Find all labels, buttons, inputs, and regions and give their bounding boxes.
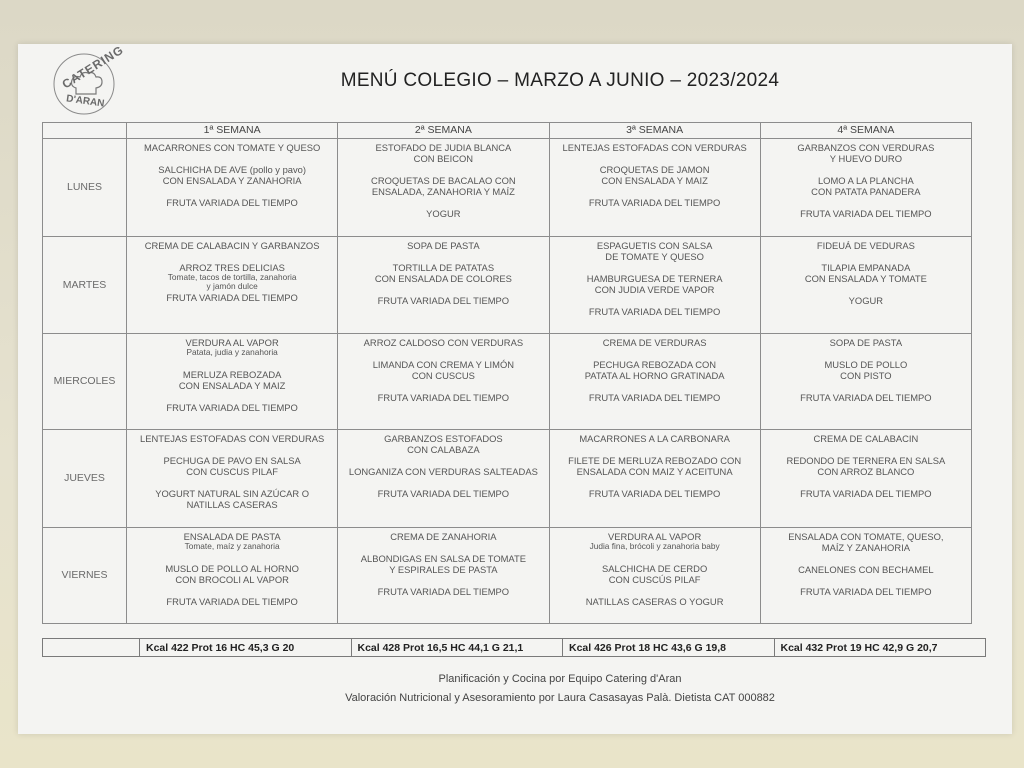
dish-line: FRUTA VARIADA DEL TIEMPO <box>166 197 298 208</box>
menu-cell <box>760 528 971 624</box>
menu-cell <box>338 236 549 334</box>
spacer <box>342 575 544 586</box>
nutrition-cell: Kcal 422 Prot 16 HC 45,3 G 20 <box>140 639 352 657</box>
dish-line: PECHUGA REBOZADA CON <box>593 359 717 371</box>
nutrition-blank-cell <box>43 639 140 657</box>
dish-line: CON ENSALADA Y MAIZ <box>178 379 286 391</box>
week-header-row <box>43 123 972 139</box>
spacer <box>342 348 544 359</box>
menu-cell <box>549 139 760 237</box>
dish-line: CREMA DE CALABACIN Y GARBANZOS <box>144 239 320 251</box>
dish-line: ENSALADA DE PASTA <box>183 531 281 543</box>
day-row <box>43 430 972 528</box>
day-label: JUEVES <box>43 430 127 528</box>
dish-line: CROQUETAS DE JAMON <box>599 164 710 175</box>
logo-line1: CATERING <box>59 42 127 92</box>
day-row <box>43 528 972 624</box>
spacer <box>554 477 756 488</box>
dish-detail: Judia fina, brócoli y zanahoria baby <box>589 541 720 552</box>
spacer <box>342 477 544 488</box>
spacer <box>131 585 333 596</box>
dish-line: FILETE DE MERLUZA REBOZADO CON <box>568 455 742 467</box>
nutrition-row <box>43 639 986 657</box>
spacer <box>554 552 756 563</box>
dish-line: FRUTA VARIADA DEL TIEMPO <box>800 586 932 598</box>
dish-line: FRUTA VARIADA DEL TIEMPO <box>800 392 932 404</box>
spacer <box>554 186 756 197</box>
menu-cell <box>760 139 971 237</box>
spacer <box>554 444 756 455</box>
dish-line: ARROZ CALDOSO CON VERDURAS <box>363 337 524 349</box>
dish-line: YOGUR <box>848 294 884 306</box>
dish-line: GARBANZOS ESTOFADOS <box>384 433 503 445</box>
dish-line: CON ARROZ BLANCO <box>817 466 915 478</box>
dish-line: MERLUZA REBOZADA <box>182 368 282 380</box>
dish-line: CON JUDIA VERDE VAPOR <box>594 283 715 295</box>
dish-line: Y ESPIRALES DE PASTA <box>389 564 498 576</box>
dish-line: MUSLO DE POLLO AL HORNO <box>165 562 299 574</box>
menu-cell <box>127 528 338 624</box>
dish-line: TORTILLA DE PATATAS <box>392 261 495 273</box>
dish-line: CON PISTO <box>840 370 892 382</box>
dish-line: SOPA DE PASTA <box>829 337 903 349</box>
dish-line: FRUTA VARIADA DEL TIEMPO <box>377 586 510 598</box>
spacer <box>342 197 544 208</box>
dish-line: LIMANDA CON CREMA Y LIMÓN <box>372 359 515 371</box>
dish-line: CON ENSALADA Y TOMATE <box>804 272 927 284</box>
dish-line: FRUTA VARIADA DEL TIEMPO <box>588 392 721 404</box>
menu-cell <box>760 430 971 528</box>
menu-cell <box>760 236 971 334</box>
menu-cell <box>127 236 338 334</box>
menu-cell <box>760 334 971 430</box>
spacer <box>554 262 756 273</box>
dish-line: ALBONDIGAS EN SALSA DE TOMATE <box>360 553 526 565</box>
dish-detail: y jamón dulce <box>206 281 258 292</box>
spacer <box>554 153 756 164</box>
dish-line: CON CUSCUS PILAF <box>186 466 278 478</box>
menu-cell <box>127 139 338 237</box>
dish-line: ENSALADA CON TOMATE, QUESO, <box>788 531 944 543</box>
dish-line: YOGURT NATURAL SIN AZÚCAR O <box>155 488 310 500</box>
spacer <box>765 284 967 295</box>
dish-line: CON PATATA PANADERA <box>811 186 921 197</box>
dish-detail: Patata, judia y zanahoria <box>186 347 278 358</box>
spacer <box>765 381 967 392</box>
dish-line: ENSALADA CON MAIZ Y ACEITUNA <box>576 466 733 478</box>
dish-line: FRUTA VARIADA DEL TIEMPO <box>377 488 510 500</box>
dish-line: CANELONES CON BECHAMEL <box>798 564 934 576</box>
dish-line: NATILLAS CASERAS O YOGUR <box>585 595 724 607</box>
dish-line: PECHUGA DE PAVO EN SALSA <box>163 455 301 467</box>
dish-line: CREMA DE VERDURAS <box>602 337 707 349</box>
dish-detail: Tomate, maíz y zanahoria <box>184 541 280 552</box>
spacer <box>131 444 333 455</box>
dish-line: FRUTA VARIADA DEL TIEMPO <box>377 294 510 306</box>
spacer <box>765 197 967 208</box>
dish-line: FRUTA VARIADA DEL TIEMPO <box>166 595 298 607</box>
dish-line: SALCHICHA DE AVE (pollo y pavo) <box>158 164 307 175</box>
page-title: MENÚ COLEGIO – MARZO A JUNIO – 2023/2024 <box>340 70 780 91</box>
dish-line: MACARRONES CON TOMATE Y QUESO <box>144 142 321 153</box>
spacer <box>131 186 333 197</box>
day-label: LUNES <box>43 139 127 237</box>
nutrition-cell: Kcal 426 Prot 18 HC 43,6 G 19,8 <box>563 639 775 657</box>
footer-planning: Planificación y Cocina por Equipo Catering d'Aran <box>438 673 682 685</box>
dish-line: FRUTA VARIADA DEL TIEMPO <box>800 208 932 219</box>
dish-line: ESPAGUETIS CON SALSA <box>596 239 713 251</box>
nutrition-table <box>42 638 986 657</box>
spacer <box>131 477 333 488</box>
dish-line: MAÍZ Y ZANAHORIA <box>821 542 910 554</box>
spacer <box>765 348 967 359</box>
dish-line: FRUTA VARIADA DEL TIEMPO <box>588 488 721 500</box>
week-header: 4ª SEMANA <box>760 123 971 139</box>
spacer <box>342 284 544 295</box>
dish-line: MACARRONES A LA CARBONARA <box>579 433 730 445</box>
dish-line: ESTOFADO DE JUDIA BLANCA <box>375 142 512 153</box>
dish-line: SOPA DE PASTA <box>407 239 480 251</box>
menu-cell <box>549 528 760 624</box>
menu-cell <box>549 334 760 430</box>
dish-line: CREMA DE ZANAHORIA <box>390 531 497 543</box>
dish-line: NATILLAS CASERAS <box>186 499 278 511</box>
dish-line: ARROZ TRES DELICIAS <box>179 261 285 273</box>
spacer <box>342 164 544 175</box>
spacer <box>554 381 756 392</box>
nutrition-cell: Kcal 428 Prot 16,5 HC 44,1 G 21,1 <box>351 639 563 657</box>
spacer <box>131 391 333 402</box>
menu-cell <box>338 334 549 430</box>
spacer <box>342 251 544 262</box>
dish-line: PATATA AL HORNO GRATINADA <box>584 370 725 382</box>
day-row <box>43 334 972 430</box>
dish-line: FRUTA VARIADA DEL TIEMPO <box>588 197 721 208</box>
menu-cell <box>549 236 760 334</box>
menu-cell <box>127 430 338 528</box>
day-row <box>43 236 972 334</box>
spacer <box>131 153 333 164</box>
day-label: MARTES <box>43 236 127 334</box>
spacer <box>554 295 756 306</box>
week-header: 2ª SEMANA <box>338 123 549 139</box>
spacer <box>765 575 967 586</box>
week-header: 3ª SEMANA <box>549 123 760 139</box>
dish-line: CREMA DE CALABACIN <box>813 433 919 445</box>
day-label: VIERNES <box>43 528 127 624</box>
dish-detail: Tomate, tacos de tortilla, zanahoria <box>167 271 297 282</box>
footer-nutrition-credit: Valoración Nutricional y Asesoramiento por Laura Casasayas Palà. Dietista CAT 000882 <box>345 692 775 704</box>
dish-line: TILAPIA EMPANADA <box>821 261 911 273</box>
dish-line: CON CALABAZA <box>407 444 480 456</box>
menu-cell <box>338 528 549 624</box>
nutrition-cell: Kcal 432 Prot 19 HC 42,9 G 20,7 <box>774 639 986 657</box>
spacer <box>554 348 756 359</box>
menu-table <box>42 122 972 624</box>
menu-cell <box>127 334 338 430</box>
logo-line2: D'ARAN <box>65 93 106 110</box>
dish-line: CON BEICON <box>413 153 474 164</box>
dish-line: FIDEUÁ DE VEDURAS <box>816 239 915 251</box>
dish-line: CON CUSCÚS PILAF <box>608 573 701 585</box>
dish-line: FRUTA VARIADA DEL TIEMPO <box>166 291 298 303</box>
day-label: MIERCOLES <box>43 334 127 430</box>
spacer <box>765 444 967 455</box>
spacer <box>342 455 544 466</box>
dish-line: FRUTA VARIADA DEL TIEMPO <box>166 401 298 413</box>
week-header: 1ª SEMANA <box>127 123 338 139</box>
dish-line: FRUTA VARIADA DEL TIEMPO <box>588 305 721 317</box>
dish-line: REDONDO DE TERNERA EN SALSA <box>786 455 946 467</box>
dish-line: GARBANZOS CON VERDURAS <box>797 142 935 153</box>
dish-line: CON ENSALADA DE COLORES <box>374 272 512 284</box>
spacer <box>342 381 544 392</box>
dish-line: VERDURA AL VAPOR <box>185 337 279 349</box>
menu-cell <box>338 139 549 237</box>
menu-cell <box>549 430 760 528</box>
dish-line: LENTEJAS ESTOFADAS CON VERDURAS <box>140 433 325 445</box>
spacer <box>131 251 333 262</box>
dish-line: MUSLO DE POLLO <box>824 359 908 371</box>
dish-line: YOGUR <box>426 208 461 219</box>
menu-cell <box>338 430 549 528</box>
corner-cell <box>43 123 127 139</box>
spacer <box>554 585 756 596</box>
spacer <box>765 553 967 564</box>
dish-line: FRUTA VARIADA DEL TIEMPO <box>377 392 510 404</box>
dish-line: LENTEJAS ESTOFADAS CON VERDURAS <box>562 142 747 153</box>
dish-line: SALCHICHA DE CERDO <box>602 562 708 574</box>
day-row <box>43 139 972 237</box>
dish-line: ENSALADA, ZANAHORIA Y MAÍZ <box>371 186 515 197</box>
dish-line: CROQUETAS DE BACALAO CON <box>371 175 516 186</box>
dish-line: VERDURA AL VAPOR <box>607 531 702 543</box>
spacer <box>765 164 967 175</box>
spacer <box>765 477 967 488</box>
spacer <box>131 552 333 563</box>
spacer <box>765 251 967 262</box>
dish-line: DE TOMATE Y QUESO <box>605 250 704 262</box>
dish-line: Y HUEVO DURO <box>829 153 902 164</box>
dish-line: HAMBURGUESA DE TERNERA <box>586 272 723 284</box>
dish-line: CON ENSALADA Y MAIZ <box>601 175 708 186</box>
dish-line: CON CUSCUS <box>411 370 475 382</box>
dish-line: LOMO A LA PLANCHA <box>817 175 914 186</box>
dish-line: LONGANIZA CON VERDURAS SALTEADAS <box>348 466 538 478</box>
dish-line: CON ENSALADA Y ZANAHORIA <box>162 175 302 186</box>
dish-line: CON BROCOLI AL VAPOR <box>175 573 289 585</box>
dish-line: FRUTA VARIADA DEL TIEMPO <box>800 488 932 500</box>
spacer <box>131 358 333 369</box>
spacer <box>342 542 544 553</box>
